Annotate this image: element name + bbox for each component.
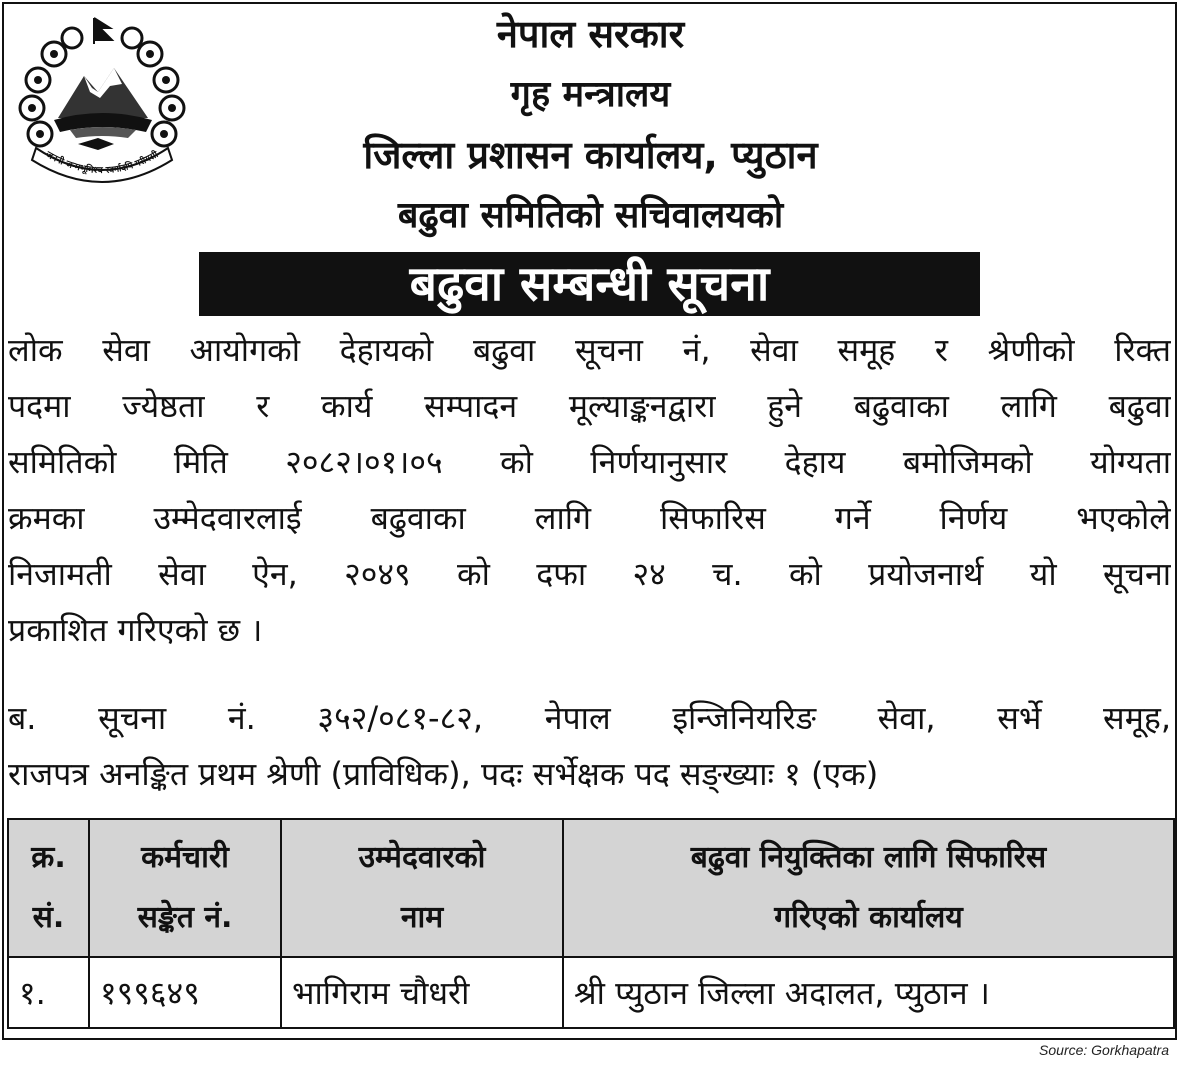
paragraph-line: क्रमका उम्मेदवारलाई बढुवाका लागि सिफारिस गर्ने निर्णय भएकोले — [8, 499, 1171, 537]
paragraph-line: लोक सेवा आयोगको देहायको बढुवा सूचना नं, सेवा समूह र श्रेणीको रिक्त — [8, 331, 1171, 369]
header-secretariat: बढुवा समितिको सचिवालयको — [397, 195, 784, 236]
emblem-motto: जननी जन्मभूमिश्च स्वर्गादपि गरीयसी — [43, 150, 161, 177]
table-row — [8, 957, 1174, 1028]
table-header-row — [8, 819, 1174, 957]
column-header-candidate-name: उम्मेदवारको नाम — [281, 819, 563, 957]
cell-candidate-name: भागिराम चौधरी — [281, 957, 563, 1028]
column-header-employee-code: कर्मचारी सङ्केत नं. — [89, 819, 281, 957]
notice-paragraph-vacancy — [8, 690, 1171, 802]
header-ministry: गृह मन्त्रालय — [510, 74, 671, 115]
paragraph-line: प्रकाशित गरिएको छ । — [8, 611, 263, 649]
paragraph-line: पदमा ज्येष्ठता र कार्य सम्पादन मूल्याङ्कनद्वारा हुने बढुवाका लागि बढुवा — [8, 387, 1171, 425]
source-credit: Source: Gorkhapatra — [1039, 1042, 1169, 1058]
promotion-table — [7, 818, 1175, 1029]
column-header-recommended-office: बढुवा नियुक्तिका लागि सिफारिस गरिएको कार्यालय — [563, 819, 1174, 957]
notice-title-banner: बढुवा सम्बन्धी सूचना — [199, 252, 980, 316]
cell-serial: १. — [8, 957, 89, 1028]
notice-paragraph-main — [8, 322, 1171, 658]
header-government: नेपाल सरकार — [496, 12, 685, 56]
paragraph-line: समितिको मिति २०८२।०१।०५ को निर्णयानुसार देहाय बमोजिमको योग्यता — [8, 443, 1171, 481]
column-header-serial: क्र. सं. — [8, 819, 89, 957]
cell-employee-code: १९९६४९ — [89, 957, 281, 1028]
paragraph-line: राजपत्र अनङ्कित प्रथम श्रेणी (प्राविधिक), पदः सर्भेक्षक पद सङ्ख्याः १ (एक) — [8, 755, 879, 793]
paragraph-line: निजामती सेवा ऐन, २०४९ को दफा २४ च. को प्रयोजनार्थ यो सूचना — [8, 555, 1171, 593]
header-office: जिल्ला प्रशासन कार्यालय, प्युठान — [363, 133, 818, 177]
paragraph-line: ब. सूचना नं. ३५२/०८१-८२, नेपाल इन्जिनियरिङ सेवा, सर्भे समूह, — [8, 699, 1171, 737]
cell-recommended-office: श्री प्युठान जिल्ला अदालत, प्युठान । — [563, 957, 1174, 1028]
